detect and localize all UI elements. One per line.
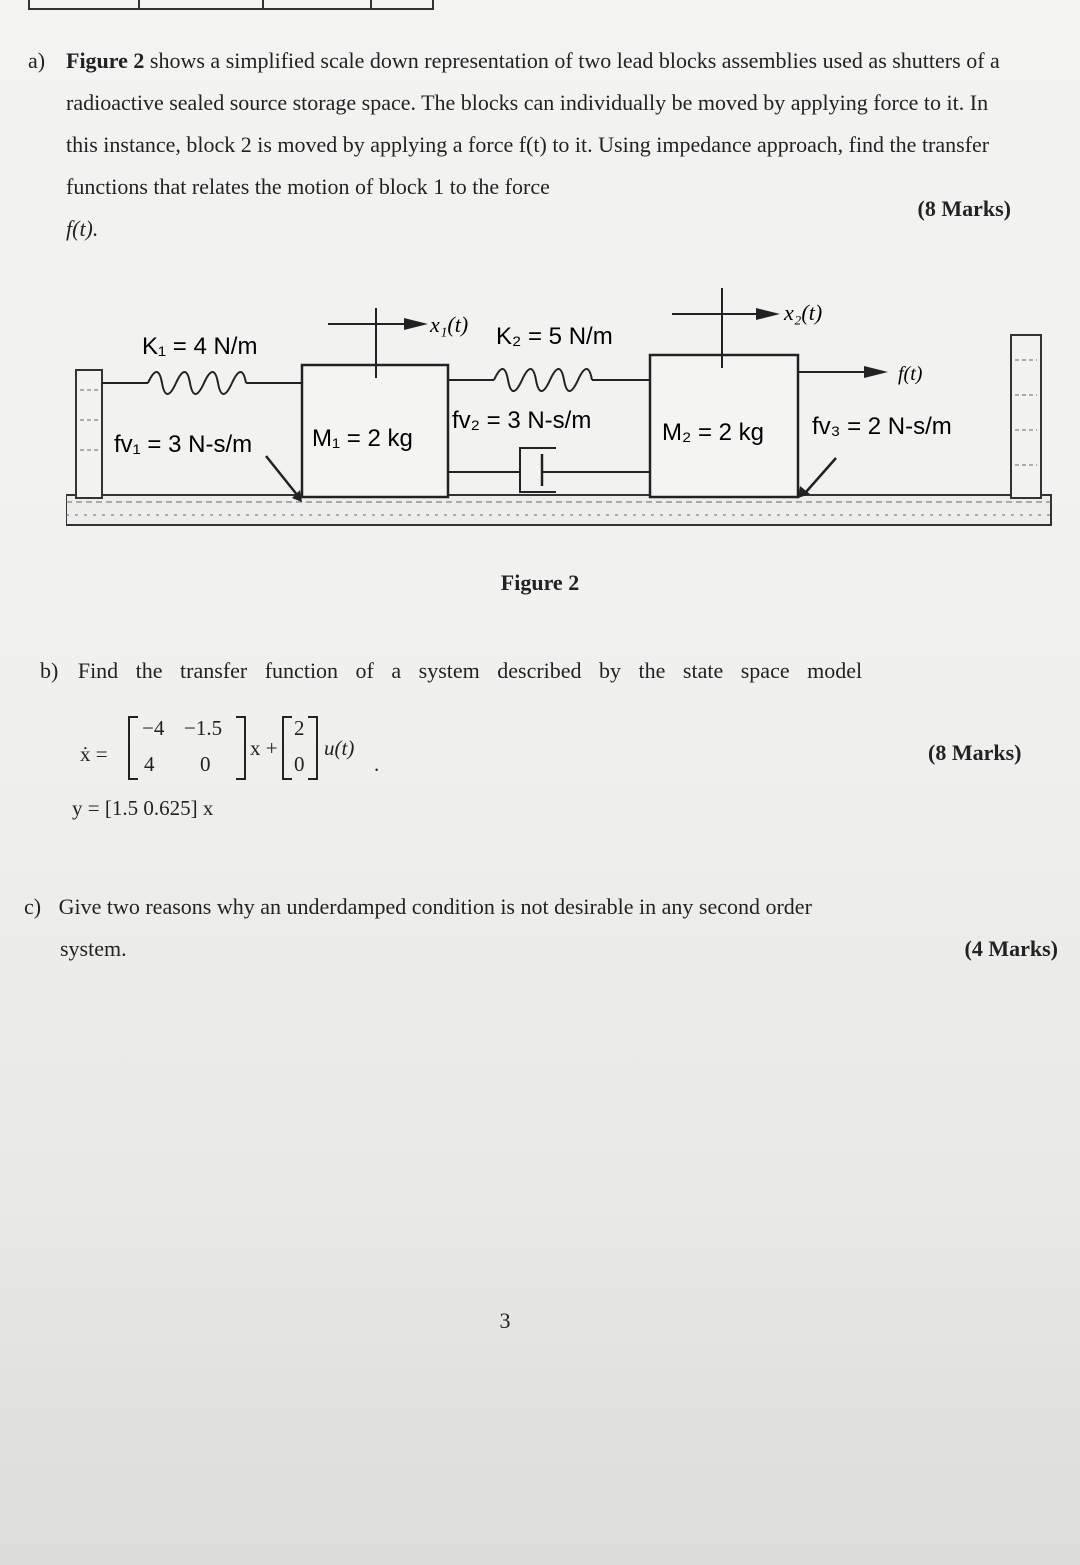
question-c-label: c) [24,894,42,919]
fv1-label: fv₁ = 3 N-s/m [114,431,253,458]
state-space-model [72,712,492,842]
question-b-marks: (8 Marks) [928,740,1022,765]
force-label: f(t) [898,363,923,385]
m2-label: M₂ = 2 kg [662,419,765,446]
a-matrix-right-bracket [236,716,246,780]
x1-label: x₁(t) [430,312,469,337]
a-matrix-left-bracket [128,716,138,780]
question-c-marks: (4 Marks) [964,936,1058,961]
question-a-tail: f(t). [66,216,99,241]
a-21: 4 [144,752,155,776]
b-1: 2 [294,716,305,740]
output-equation: y = [1.5 0.625] x [72,796,214,820]
x-plus: x + [250,736,278,760]
question-b [40,650,1040,692]
question-c-tail: system. [60,936,127,961]
input-u: u(t) [324,736,355,760]
end-dot: . [374,752,380,776]
fv3-label: fv₃ = 2 N-s/m [812,413,952,440]
mechanical-system-figure [66,280,1056,560]
a-22: 0 [200,752,211,776]
page-number: 3 [499,1308,511,1333]
b-2: 0 [294,752,305,776]
fv2-label: fv₂ = 3 N-s/m [452,407,592,434]
b-matrix-right-bracket [308,716,318,780]
top-table-edge [28,0,434,10]
k1-label: K₁ = 4 N/m [142,333,258,360]
b-matrix-left-bracket [282,716,292,780]
question-c-text: Give two reasons why an underdamped condition is not desirable in any second order [58,894,812,919]
question-a-label: a) [28,48,46,73]
question-a-text: shows a simplified scale down representation of two lead blocks assemblies used as shutters of a radioactive sealed source storage space. The blocks can individually be moved by applying force to it. In this instance, block 2 is moved by applying a force f(t) to it. Using impedance approach, find the transfer functions that relates the motion of block 1 to the force [66,48,1000,199]
m1-label: M₁ = 2 kg [312,425,413,452]
figure-ref: Figure 2 [66,48,145,73]
a-11: −4 [142,716,165,740]
question-a-body [66,40,1011,250]
k2-label: K₂ = 5 N/m [496,323,613,350]
figure-caption: Figure 2 [500,570,580,595]
xdot-label: ẋ = [80,742,108,766]
question-c [24,886,1064,974]
question-b-text: Find the transfer function of a system described by the state space model [77,658,863,683]
question-a-marks: (8 Marks) [917,196,1011,221]
x2-label: x₂(t) [784,300,823,325]
question-b-label: b) [40,658,59,683]
a-12: −1.5 [184,716,223,740]
